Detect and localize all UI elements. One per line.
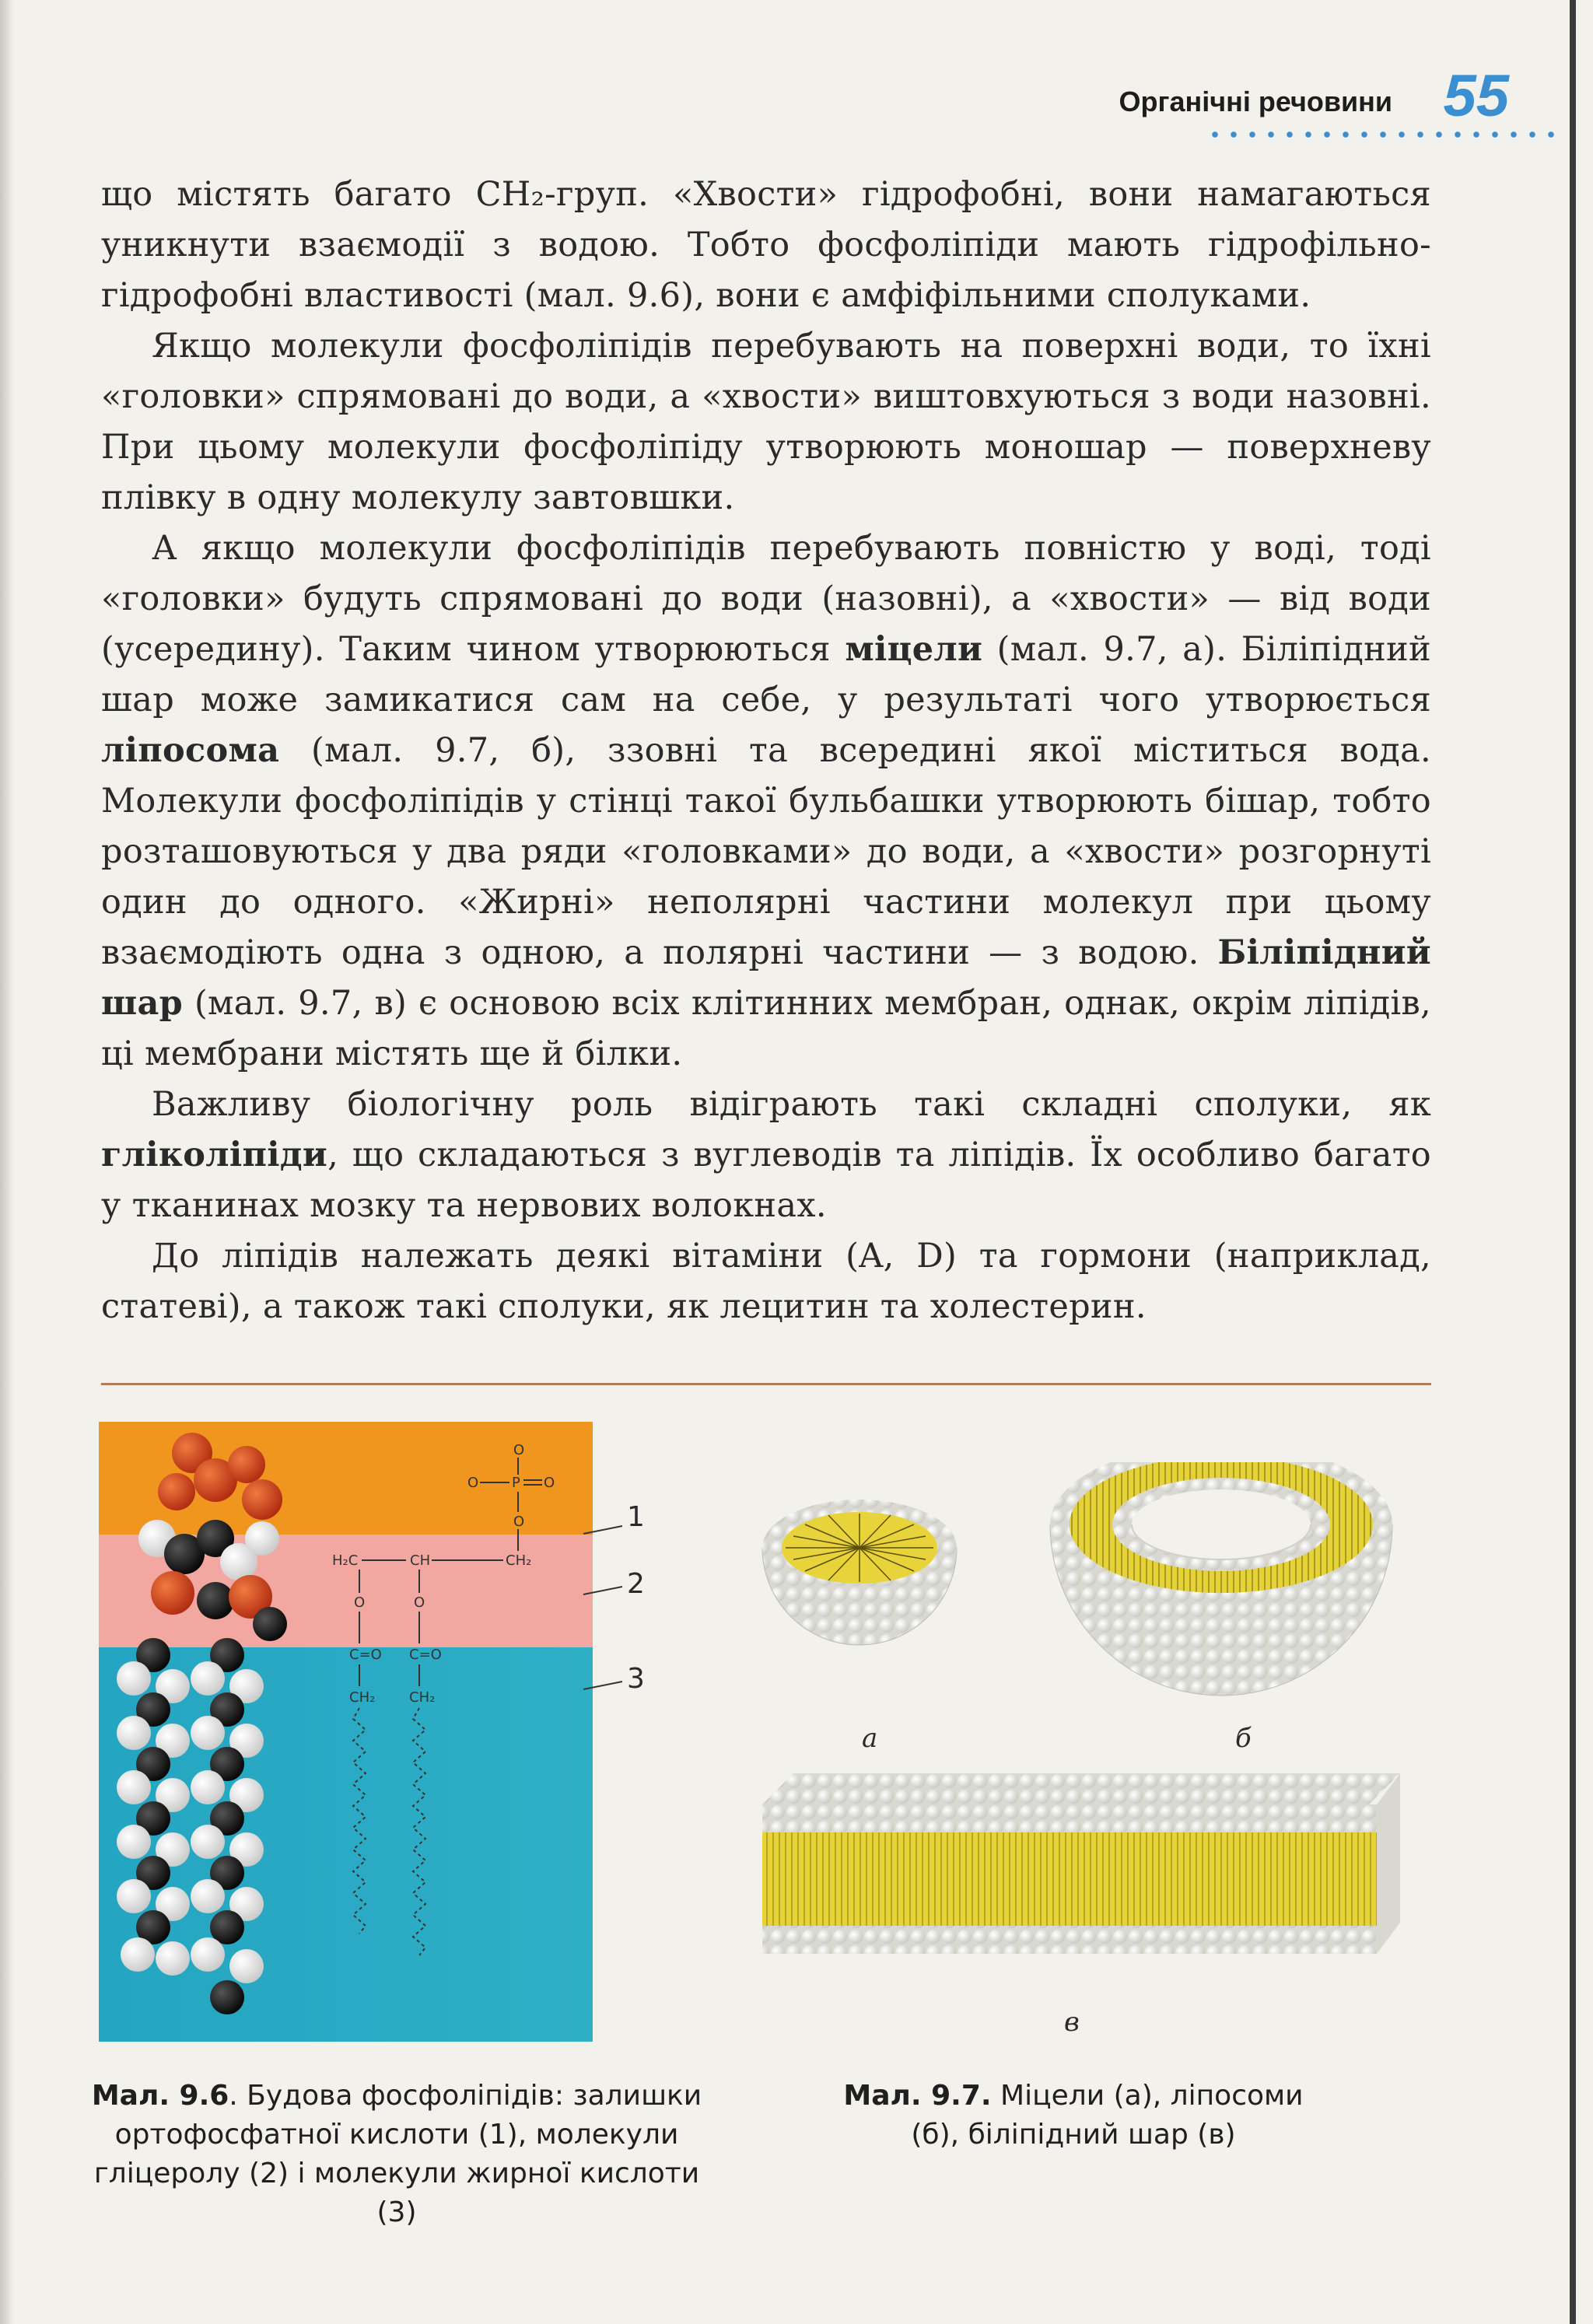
section-divider <box>101 1383 1431 1385</box>
label-c: в <box>1064 2007 1080 2038</box>
svg-text:O: O <box>544 1475 555 1491</box>
p4-text-a: Важливу біологічну роль відіграють такі складні сполуки, як <box>152 1085 1431 1124</box>
svg-text:O: O <box>467 1475 479 1491</box>
svg-text:CH₂: CH₂ <box>506 1552 532 1569</box>
caption-9-7-label: Мал. 9.7. <box>843 2080 992 2112</box>
paragraph-3 <box>101 523 1431 1080</box>
oxygen-atom <box>228 1446 265 1483</box>
svg-text:P: P <box>512 1475 520 1491</box>
svg-text:CH₂: CH₂ <box>349 1689 376 1706</box>
svg-text:CH₂: CH₂ <box>409 1689 436 1706</box>
svg-text:O: O <box>354 1594 366 1611</box>
lipid-bilayer-illustration <box>762 1773 1400 1954</box>
phospholipid-structure-illustration <box>99 1422 593 2042</box>
label-3: 3 <box>627 1663 645 1695</box>
term-bilayer: Біліпідний шар <box>101 933 1431 1023</box>
page-header <box>980 62 1540 148</box>
paragraph-2: Якщо молекули фосфоліпідів перебувають на поверхні води, то їхні «головки» спрямовані до води, а «хвости» виштовхуються з води назовні. При цьому молекули фосфоліпіду утворюють моношар — поверхневу плівку в одну молекулу завтовшки. <box>101 327 1431 517</box>
p3-text-a: А якщо молекули фосфоліпідів перебувають повністю у воді, тоді «головки» будуть спрямовані до води (назовні), а «хвости» — від води (усередину). Таким чином утворюються <box>101 529 1431 669</box>
paragraph-5: До ліпідів належать деякі вітаміни (A, D) та гормони (наприклад, статеві), а також такі сполуки, як лецитин та холестерин. <box>101 1237 1431 1326</box>
caption-9-7 <box>840 2077 1307 2154</box>
figure-9-7 <box>739 1462 1416 2053</box>
paragraph-4 <box>101 1080 1431 1231</box>
svg-text:CH: CH <box>410 1552 431 1569</box>
term-liposome: ліпосома <box>101 731 280 770</box>
page-shadow <box>0 0 14 2324</box>
caption-9-6-label: Мал. 9.6 <box>91 2080 229 2112</box>
svg-text:O: O <box>513 1442 525 1458</box>
caption-9-6-text: . Будова фосфоліпідів: залишки ортофосфатної кислоти (1), молекули гліцеролу (2) і молекули жирної кислоти (3) <box>93 2080 702 2228</box>
p4-text-b: , що складаються з вуглеводів та ліпідів. Їх особливо багато у тканинах мозку та нервових волокнах. <box>101 1136 1431 1225</box>
label-b: б <box>1235 1723 1252 1754</box>
svg-text:H₂C: H₂C <box>332 1552 359 1569</box>
svg-text:C=O: C=O <box>409 1647 442 1663</box>
oxygen-atom <box>158 1473 195 1510</box>
svg-text:C=O: C=O <box>349 1647 382 1663</box>
dotted-rule <box>1206 131 1556 138</box>
p3-text-c: (мал. 9.7, б), ззовні та всередині якої міститься вода. Молекули фосфоліпідів у стінці такої бульбашки утворюють бішар, тобто розташовуються у два ряди «головками» до води, а «хвости» розгорнуті один до одного. «Жирні» неполярні частини молекул при цьому взаємодіють одна з одною, а полярні частини — з водою. <box>101 731 1431 972</box>
svg-text:O: O <box>414 1594 425 1611</box>
page-number: 55 <box>1443 63 1509 129</box>
p3-text-d: (мал. 9.7, в) є основою всіх клітинних мембран, однак, окрім ліпідів, ці мембрани містять ще й білки. <box>101 984 1431 1073</box>
svg-text:O: O <box>513 1514 525 1530</box>
label-a: а <box>862 1723 878 1754</box>
p3-text-b: (мал. 9.7, а). Біліпідний шар може замикатися сам на себе, у результаті чого утворюється <box>101 630 1431 719</box>
figure-9-6-pointers <box>576 1478 661 1711</box>
term-micelles: міцели <box>845 630 983 669</box>
page-edge <box>1570 0 1576 2324</box>
running-title: Органічні речовини <box>1119 86 1392 117</box>
body-text <box>101 170 1431 1332</box>
figure-9-6 <box>99 1422 593 2042</box>
liposome-illustration <box>1050 1462 1392 1696</box>
caption-9-7-text: Міцели (а), ліпосоми (б), біліпідний шар (в) <box>911 2080 1304 2151</box>
micelle-illustration <box>762 1500 957 1645</box>
label-2: 2 <box>627 1568 645 1600</box>
label-1: 1 <box>627 1501 645 1533</box>
term-glycolipids: гліколіпіди <box>101 1136 328 1174</box>
oxygen-atom <box>242 1479 282 1520</box>
paragraph-1: що містять багато CH₂-груп. «Хвости» гідрофобні, вони намагаються уникнути взаємодії з водою. Тобто фосфоліпіди мають гідрофільно-гідрофобні властивості (мал. 9.6), вони є амфіфільними сполуками. <box>101 175 1431 315</box>
caption-9-6 <box>78 2077 716 2232</box>
